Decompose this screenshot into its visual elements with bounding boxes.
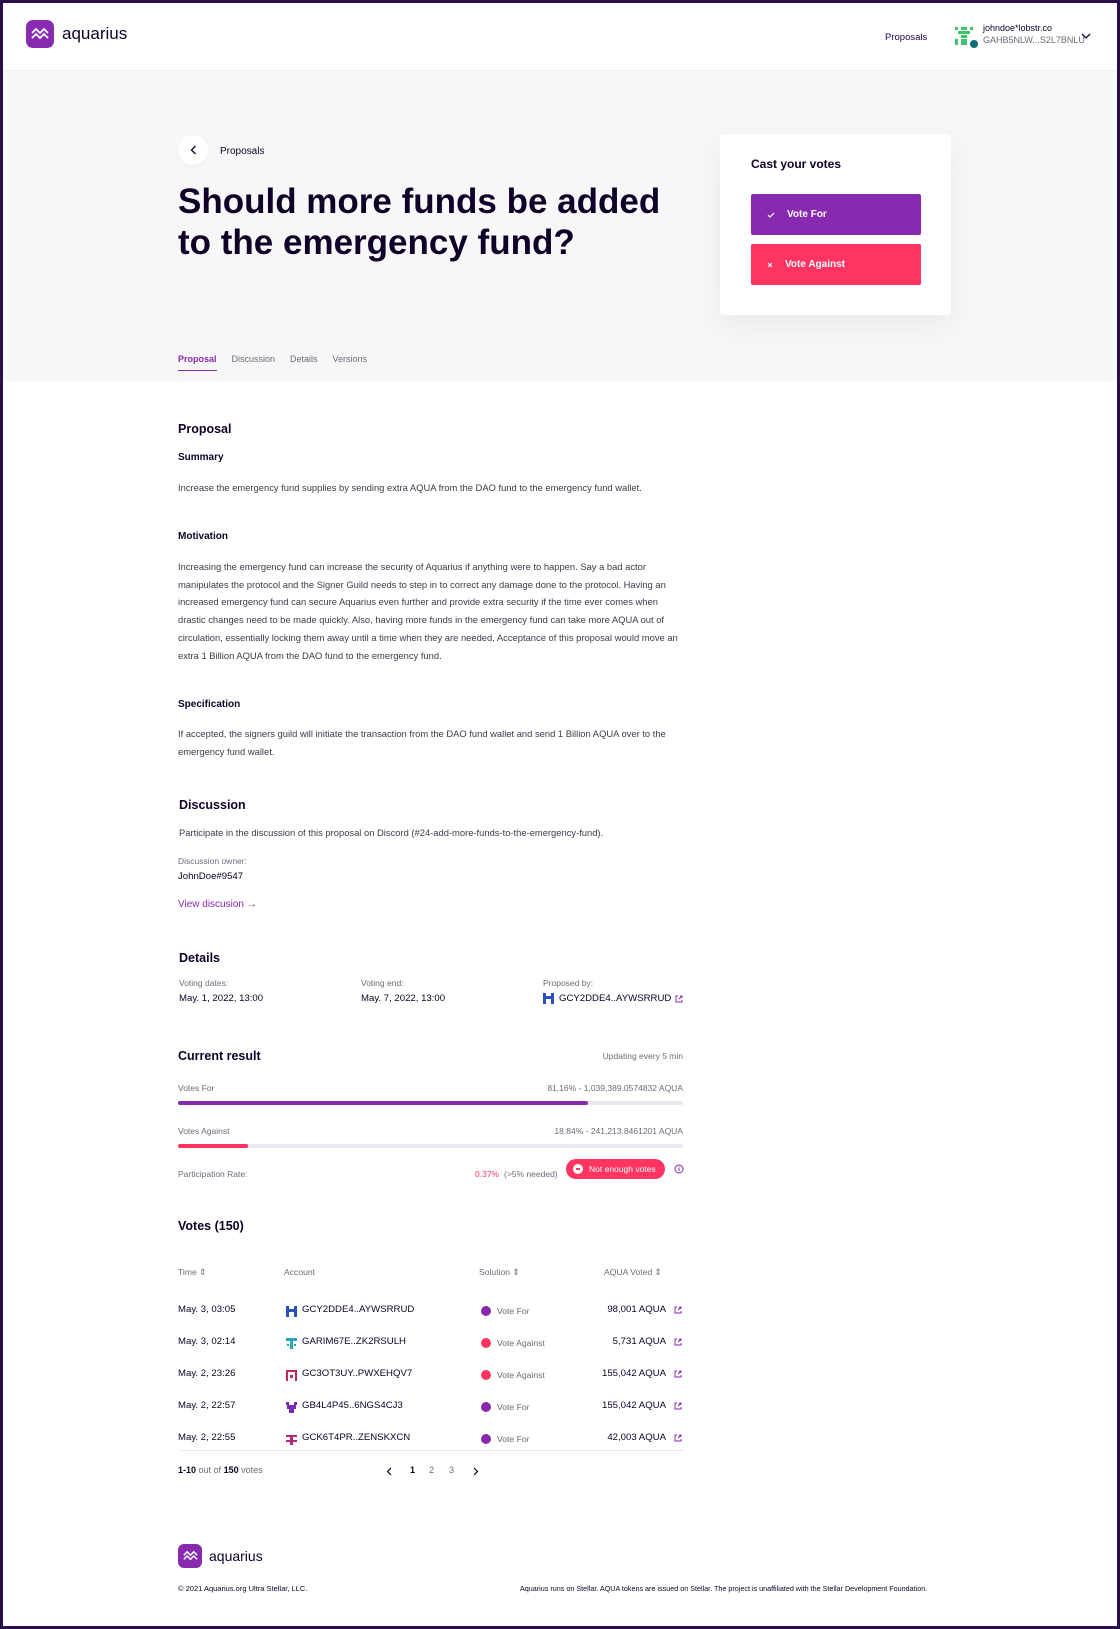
row-solution: Vote Against <box>497 1370 545 1380</box>
col-solution-label: Solution <box>479 1267 511 1277</box>
row-solution: Vote For <box>497 1434 530 1444</box>
aquarius-logo-icon <box>178 1544 202 1568</box>
external-link-icon[interactable] <box>674 1402 682 1410</box>
user-address: GAHB5NLW...S2L7BNLU <box>983 35 1085 45</box>
table-row <box>178 1295 685 1327</box>
specification-text: If accepted, the signers guild will initiate the transaction from the DAO fund wallet and send 1 Billion AQUA over to the emergency fund wallet. <box>178 728 666 757</box>
proposal-tabs <box>178 354 382 371</box>
summary-text: Increase the emergency fund supplies by sending extra AQUA from the DAO fund to the emergency fund wallet. <box>178 482 642 493</box>
check-circle-icon <box>481 1434 491 1444</box>
pagination-summary <box>178 1465 263 1475</box>
cast-votes-title: Cast your votes <box>751 157 842 171</box>
row-time: May. 2, 22:55 <box>178 1432 236 1443</box>
vote-for-button[interactable] <box>751 194 921 235</box>
col-aqua-voted-label: AQUA Voted <box>604 1267 653 1277</box>
discussion-heading: Discussion <box>179 798 246 812</box>
votes-against-amount: - 241,213.8461201 AQUA <box>585 1126 683 1136</box>
tab-proposal[interactable]: Proposal <box>178 354 217 371</box>
voting-end-value: May. 7, 2022, 13:00 <box>361 993 446 1004</box>
row-amount: 5,731 AQUA <box>612 1336 666 1347</box>
status-badge-label: Not enough votes <box>589 1164 656 1174</box>
votes-heading: Votes (150) <box>178 1219 244 1233</box>
row-amount: 155,042 AQUA <box>601 1400 666 1411</box>
pagination-total: 150 <box>223 1465 239 1475</box>
minus-circle-icon <box>573 1164 583 1174</box>
votes-against-label: Votes Against <box>178 1126 230 1136</box>
sort-icon: ⇕ <box>654 1267 662 1277</box>
page-2-button[interactable]: 2 <box>429 1465 435 1475</box>
row-solution: Vote For <box>497 1402 530 1412</box>
account-avatar-icon <box>286 1306 297 1317</box>
footer-brand-name: aquarius <box>209 1548 263 1564</box>
external-link-icon[interactable] <box>674 1306 682 1314</box>
aquarius-logo-icon <box>26 20 54 48</box>
row-amount: 98,001 AQUA <box>607 1304 666 1315</box>
votes-against-value <box>483 1126 683 1136</box>
discussion-owner: JohnDoe#9547 <box>178 871 244 882</box>
details-heading: Details <box>179 951 220 965</box>
check-circle-icon <box>481 1402 491 1412</box>
account-avatar-icon <box>286 1338 297 1349</box>
user-name: johndoe*lobstr.co <box>983 23 1053 33</box>
discussion-text: Participate in the discussion of this proposal on Discord (#24-add-more-funds-to-the-emergency-fund). <box>179 827 604 838</box>
current-result-heading: Current result <box>178 1049 261 1063</box>
row-amount: 42,003 AQUA <box>607 1432 666 1443</box>
nav-proposals-link[interactable]: Proposals <box>885 32 928 43</box>
row-time: May. 2, 22:57 <box>178 1400 236 1411</box>
vote-against-label: Vote Against <box>785 259 846 270</box>
page-frame <box>3 3 1117 1626</box>
row-account[interactable]: GCK6T4PR..ZENSKXCN <box>302 1432 411 1443</box>
vote-for-label: Vote For <box>787 209 827 220</box>
row-account[interactable]: GC3OT3UY..PWXEHQV7 <box>302 1368 413 1379</box>
info-icon[interactable] <box>674 1164 684 1174</box>
row-solution: Vote Against <box>497 1338 545 1348</box>
table-row <box>178 1327 685 1359</box>
top-bar <box>3 3 1117 71</box>
wallet-badge-icon <box>969 39 979 49</box>
votes-for-amount: - 1,039,389.0574832 AQUA <box>578 1083 683 1093</box>
voting-dates-value: May. 1, 2022, 13:00 <box>179 993 264 1004</box>
col-account: Account <box>284 1267 316 1277</box>
proposed-by-value[interactable]: GCY2DDE4..AYWSRRUD <box>559 993 672 1004</box>
back-button[interactable] <box>178 135 208 165</box>
col-solution[interactable] <box>479 1267 520 1278</box>
sort-icon: ⇕ <box>512 1267 520 1277</box>
proposer-avatar-icon <box>543 993 554 1004</box>
table-divider <box>178 1450 685 1451</box>
footer-note: Aquarius runs on Stellar. AQUA tokens are issued on Stellar. The project is unaffiliated with the Stellar Development Foundation. <box>520 1584 928 1593</box>
tab-discussion[interactable]: Discussion <box>231 354 276 364</box>
votes-against-bar <box>178 1144 683 1148</box>
close-icon <box>767 262 773 268</box>
external-link-icon[interactable] <box>675 995 683 1003</box>
close-circle-icon <box>481 1370 491 1380</box>
footer-logo[interactable] <box>178 1544 263 1568</box>
page-1-button[interactable]: 1 <box>410 1465 416 1475</box>
voting-dates-label: Voting dates: <box>179 978 229 988</box>
vote-against-button[interactable] <box>751 244 921 285</box>
row-amount: 155,042 AQUA <box>601 1368 666 1379</box>
check-icon <box>767 212 775 218</box>
table-row <box>178 1359 685 1391</box>
pagination-suffix: votes <box>241 1465 263 1475</box>
account-avatar-icon <box>286 1370 297 1381</box>
sort-icon: ⇕ <box>199 1267 207 1277</box>
account-avatar-icon <box>286 1402 297 1413</box>
chevron-left-icon <box>190 145 197 155</box>
user-menu[interactable] <box>953 23 1085 46</box>
footer-copyright: © 2021 Aquarius.org Ultra Stellar, LLC. <box>178 1584 308 1593</box>
table-row <box>178 1391 685 1423</box>
tab-details[interactable]: Details <box>290 354 318 364</box>
cast-votes-card <box>720 134 951 315</box>
row-solution: Vote For <box>497 1306 530 1316</box>
votes-against-fill <box>178 1144 248 1148</box>
row-account[interactable]: GB4L4P45..6NGS4CJ3 <box>302 1400 403 1411</box>
close-circle-icon <box>481 1338 491 1348</box>
voting-end-label: Voting end: <box>361 978 404 988</box>
pagination-range: 1-10 <box>178 1465 197 1475</box>
pagination-out-of: out of <box>198 1465 222 1475</box>
votes-against-percent: 18.84% <box>554 1126 584 1136</box>
user-avatar <box>953 24 975 46</box>
chevron-right-icon[interactable] <box>473 1467 479 1476</box>
chevron-down-icon[interactable] <box>1081 33 1091 39</box>
participation-label: Participation Rate: <box>178 1169 248 1179</box>
col-time[interactable] <box>178 1267 206 1278</box>
view-discussion-label: View discusion <box>178 899 244 910</box>
proposed-by-label: Proposed by: <box>543 978 594 988</box>
participation-needed: (>5% needed) <box>504 1169 558 1179</box>
check-circle-icon <box>481 1306 491 1316</box>
external-link-icon[interactable] <box>674 1338 682 1346</box>
page-3-button[interactable]: 3 <box>449 1465 455 1475</box>
arrow-right-icon: → <box>246 899 257 910</box>
votes-for-fill <box>178 1101 588 1105</box>
col-time-label: Time <box>178 1267 197 1277</box>
discussion-owner-label: Discussion owner: <box>178 856 247 866</box>
proposal-heading: Proposal <box>178 422 232 436</box>
breadcrumb-proposals[interactable]: Proposals <box>220 146 265 157</box>
votes-for-value <box>483 1083 683 1093</box>
account-avatar-icon <box>286 1434 297 1445</box>
col-aqua-voted[interactable] <box>604 1267 662 1278</box>
votes-for-label: Votes For <box>178 1083 215 1093</box>
motivation-title: Motivation <box>178 531 228 542</box>
chevron-left-icon[interactable] <box>386 1467 392 1476</box>
brand-name: aquarius <box>62 24 128 43</box>
votes-for-bar <box>178 1101 683 1105</box>
external-link-icon[interactable] <box>674 1434 682 1442</box>
status-badge <box>566 1159 665 1179</box>
view-discussion-link[interactable] <box>178 899 257 910</box>
external-link-icon[interactable] <box>674 1370 682 1378</box>
row-account[interactable]: GCY2DDE4..AYWSRRUD <box>302 1304 415 1315</box>
brand-logo[interactable] <box>26 20 127 48</box>
row-account[interactable]: GARIM67E..ZK2RSULH <box>302 1336 406 1347</box>
page-title: Should more funds be added to the emergency fund? <box>178 182 661 262</box>
row-time: May. 2, 23:26 <box>178 1368 236 1379</box>
summary-title: Summary <box>178 452 224 463</box>
votes-for-percent: 81.16% <box>547 1083 577 1093</box>
specification-title: Specification <box>178 699 241 710</box>
participation-rate: 0.37% <box>475 1169 500 1179</box>
row-time: May. 3, 02:14 <box>178 1336 236 1347</box>
row-time: May. 3, 03:05 <box>178 1304 236 1315</box>
motivation-text: Increasing the emergency fund can increase the security of Aquarius if anything were to happen. Say a bad actor manipulates the protocol and the Signer Guild needs to step in to correct any damage done to the protocol. Having an increased emergency fund can secure Aquarius even further and provide extra security if the time ever comes when drastic changes need to be made quickly. Also, having more funds in the emergency fund can take more AQUA out of circulation, essentially locking them away until a time when they are needed. Acceptance of this proposal would move an extra 1 Billion AQUA from the DAO fund to the emergency fund. <box>178 561 678 661</box>
tab-versions[interactable]: Versions <box>332 354 368 364</box>
updating-note: Updating every 5 min <box>602 1051 683 1061</box>
